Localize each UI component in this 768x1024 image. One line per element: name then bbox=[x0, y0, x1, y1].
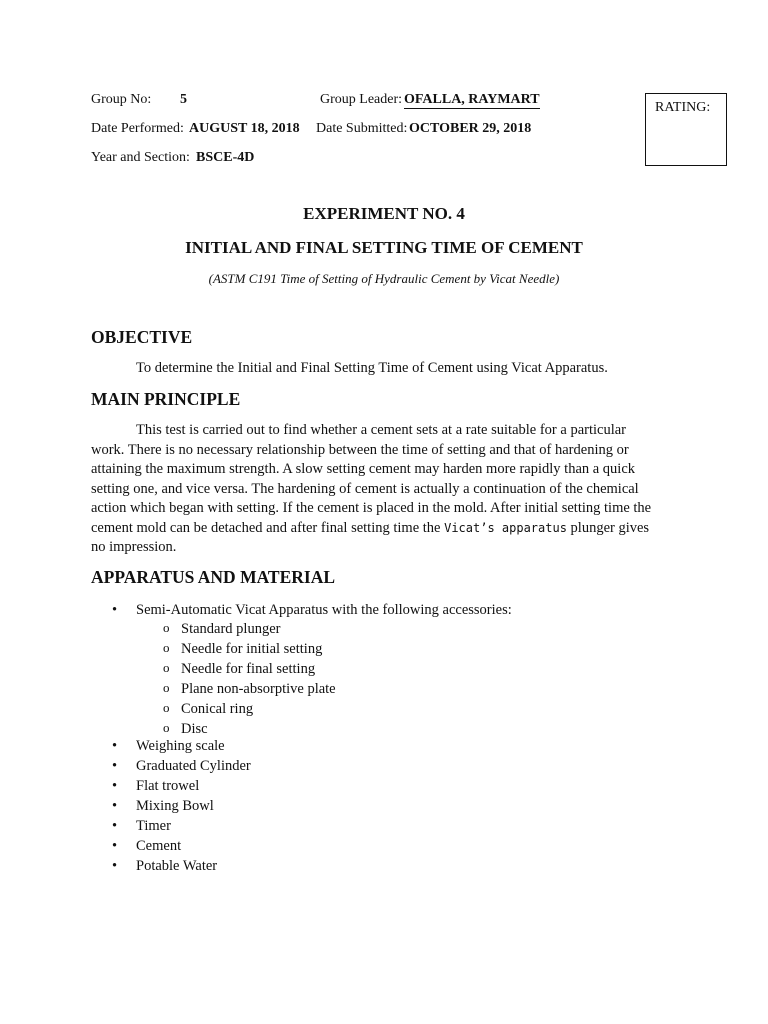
objective-text: To determine the Initial and Final Setting Time of Cement using Vicat Apparatus. bbox=[136, 360, 608, 376]
sub-item-label: Plane non-absorptive plate bbox=[181, 681, 336, 697]
group-leader-label: Group Leader: bbox=[320, 92, 403, 107]
circle-bullet-icon: o bbox=[163, 660, 170, 675]
year-section-value: BSCE-4D bbox=[196, 150, 255, 165]
date-performed-label: Date Performed: bbox=[91, 121, 184, 136]
principle-text-end: plunger gives no impression. bbox=[91, 519, 650, 555]
rating-box bbox=[645, 93, 727, 166]
principle-heading: MAIN PRINCIPLE bbox=[91, 389, 241, 409]
group-no-value: 5 bbox=[180, 92, 187, 107]
list-item bbox=[112, 776, 251, 796]
list-item bbox=[163, 639, 336, 659]
item-label: Mixing Bowl bbox=[136, 798, 214, 814]
group-leader-value: OFALLA, RAYMART bbox=[404, 92, 540, 107]
list-item bbox=[112, 836, 251, 856]
bullet-icon: • bbox=[112, 738, 118, 754]
circle-bullet-icon: o bbox=[163, 680, 170, 695]
circle-bullet-icon: o bbox=[163, 640, 170, 655]
principle-mono-text: Vicat’s apparatus bbox=[444, 520, 567, 535]
circle-bullet-icon: o bbox=[163, 700, 170, 715]
circle-bullet-icon: o bbox=[163, 620, 170, 635]
sub-item-label: Disc bbox=[181, 721, 208, 737]
bullet-icon: • bbox=[112, 758, 118, 774]
list-item bbox=[112, 736, 251, 756]
experiment-title: INITIAL AND FINAL SETTING TIME OF CEMENT bbox=[185, 238, 583, 257]
rating-label: RATING: bbox=[655, 100, 711, 115]
materials-list bbox=[112, 736, 251, 876]
item-label: Flat trowel bbox=[136, 778, 200, 794]
year-section-label: Year and Section: bbox=[91, 150, 190, 165]
astm-standard: (ASTM C191 Time of Setting of Hydraulic Cement by Vicat Needle) bbox=[208, 271, 560, 286]
bullet-icon: • bbox=[112, 818, 118, 834]
bullet-icon: • bbox=[112, 838, 118, 854]
date-submitted-value: OCTOBER 29, 2018 bbox=[409, 121, 532, 136]
item-label: Potable Water bbox=[136, 858, 218, 874]
item-label: Weighing scale bbox=[136, 738, 225, 754]
item-label: Timer bbox=[136, 818, 171, 834]
bullet-icon: • bbox=[112, 602, 118, 618]
date-performed-value: AUGUST 18, 2018 bbox=[189, 121, 300, 136]
sub-item-label: Needle for initial setting bbox=[181, 641, 323, 657]
bullet-icon: • bbox=[112, 798, 118, 814]
group-no-label: Group No: bbox=[91, 92, 152, 107]
accessories-list bbox=[163, 619, 336, 739]
list-item bbox=[163, 699, 336, 719]
experiment-number: EXPERIMENT NO. 4 bbox=[303, 204, 465, 223]
bullet-icon: • bbox=[112, 778, 118, 794]
sub-item-label: Needle for final setting bbox=[181, 661, 316, 677]
list-item bbox=[112, 600, 512, 620]
list-item bbox=[112, 796, 251, 816]
list-item bbox=[112, 816, 251, 836]
date-submitted-label: Date Submitted: bbox=[316, 121, 408, 136]
apparatus-main-list bbox=[112, 600, 512, 620]
sub-item-label: Conical ring bbox=[181, 701, 254, 717]
list-item bbox=[163, 679, 336, 699]
apparatus-heading: APPARATUS AND MATERIAL bbox=[91, 567, 336, 587]
circle-bullet-icon: o bbox=[163, 720, 170, 735]
list-item bbox=[163, 619, 336, 639]
main-item-label: Semi-Automatic Vicat Apparatus with the following accessories: bbox=[136, 602, 512, 618]
objective-heading: OBJECTIVE bbox=[91, 327, 193, 347]
principle-paragraph bbox=[91, 421, 661, 558]
list-item bbox=[112, 756, 251, 776]
sub-item-label: Standard plunger bbox=[181, 621, 281, 637]
item-label: Cement bbox=[136, 838, 182, 854]
bullet-icon: • bbox=[112, 858, 118, 874]
list-item bbox=[163, 659, 336, 679]
list-item bbox=[112, 856, 251, 876]
principle-text: This test is carried out to find whether a cement sets at a rate suitable for a particular work. There is no necessary relationship between the time of setting and that of hardening or attaining the maximum strength. A slow setting cement may harden more rapidly than a quick setting one, and vice versa. The hardening of cement is actually a continuation of the chemical action which began with setting. If the cement is placed in the mold. After initial setting time the cement mold can be detached and after final setting time the bbox=[91, 422, 652, 536]
item-label: Graduated Cylinder bbox=[136, 758, 251, 774]
